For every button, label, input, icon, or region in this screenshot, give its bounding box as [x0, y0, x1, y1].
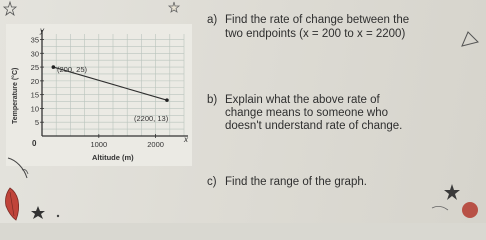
question-b-line-3: doesn't understand rate of change.	[225, 120, 403, 132]
x-axis-label: Altitude (m)	[92, 153, 134, 162]
point-label-start: (200, 25)	[57, 65, 88, 74]
y-tick-label: 25	[30, 63, 39, 73]
question-b-line-1: Explain what the above rate of	[225, 94, 380, 106]
question-c-number: c)	[207, 176, 217, 188]
data-point	[52, 65, 56, 69]
x-axis-letter: x	[184, 135, 188, 144]
leaf-star-doodle	[0, 150, 80, 223]
data-point	[165, 98, 169, 102]
x-tick-label: 2000	[147, 140, 164, 149]
x-tick-label: 1000	[90, 140, 108, 149]
question-b-number: b)	[207, 94, 218, 106]
y-tick-label: 15	[30, 90, 39, 100]
pencil-doodle	[458, 26, 482, 50]
origin-label: 0	[32, 139, 37, 148]
question-b	[207, 94, 452, 138]
question-a-line-1: Find the rate of change between the	[225, 14, 410, 26]
y-tick-label: 30	[30, 49, 39, 59]
question-a	[207, 14, 479, 44]
question-b-line-2: change means to someone who	[225, 107, 389, 119]
y-tick-label: 20	[30, 76, 39, 86]
question-a-line-2: two endpoints (x = 200 to x = 2200)	[225, 28, 406, 40]
top-star-doodle	[166, 0, 182, 14]
question-c-line-1: Find the range of the graph.	[225, 176, 367, 188]
y-axis-letter: y	[40, 26, 44, 35]
y-axis-label: Temperature (°C)	[12, 67, 19, 124]
question-a-number: a)	[207, 14, 218, 26]
point-label-end: (2200, 13)	[134, 114, 169, 123]
altitude-temperature-graph	[6, 24, 192, 166]
corner-star-doodle	[2, 0, 22, 16]
y-tick-label: 10	[30, 104, 39, 114]
y-tick-label: 35	[30, 35, 39, 45]
chart-svg	[6, 24, 192, 166]
question-c	[207, 176, 427, 192]
y-tick-label: 5	[34, 118, 39, 128]
bottom-right-doodle	[430, 178, 480, 222]
